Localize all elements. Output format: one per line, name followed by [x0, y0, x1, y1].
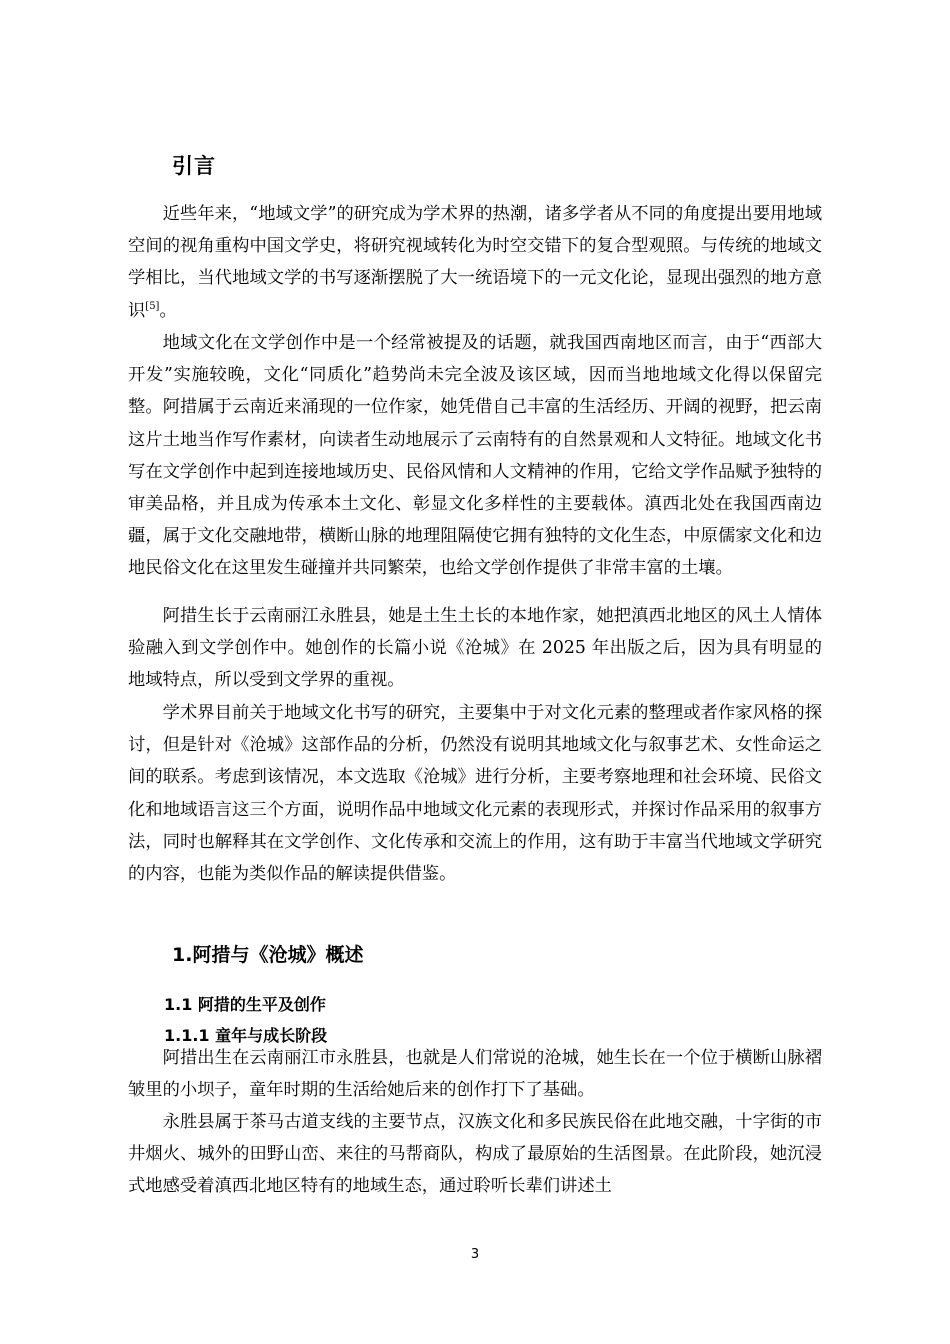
- intro-paragraph-2: 地域文化在文学创作中是一个经常被提及的话题，就我国西南地区而言，由于“西部大开发”实施较晚，文化“同质化”趋势尚未完全波及该区域，因而当地地域文化得以保留完整。阿措属于云南近来涌现的一位作家，她凭借自己丰富的生活经历、开阔的视野，把云南这片土地当作写作素材，向读者生动地展示了云南特有的自然景观和人文特征。地域文化书写在文学创作中起到连接地域历史、民俗风情和人文精神的作用，它给文学作品赋予独特的审美品格，并且成为传承本土文化、彰显文化多样性的主要载体。滇西北处在我国西南边疆，属于文化交融地带，横断山脉的地理阻隔使它拥有独特的文化生态，中原儒家文化和边地民俗文化在这里发生碰撞并共同繁荣，也给文学创作提供了非常丰富的土壤。: [128, 333, 822, 579]
- section-1-paragraph-2: 永胜县属于茶马古道支线的主要节点，汉族文化和多民族民俗在此地交融，十字街的市井烟火、城外的田野山峦、来往的马帮商队，构成了最原始的生活图景。在此阶段，她沉浸式地感受着滇西北地区特有的地域生态，通过聆听长辈们讲述土: [128, 1112, 822, 1197]
- section-1-paragraph-1: 阿措出生在云南丽江市永胜县，也就是人们常说的沧城，她生长在一个位于横断山脉褶皱里的小坝子，童年时期的生活给她后来的创作打下了基础。: [128, 1048, 822, 1101]
- intro-paragraph-1: [128, 198, 822, 327]
- section-1-heading: 1.阿措与《沧城》概述: [172, 944, 364, 966]
- intro-paragraph-1-end: 。: [159, 300, 177, 321]
- page-number: 3: [470, 1247, 480, 1262]
- citation-ref: [5]: [145, 300, 160, 312]
- intro-paragraph-1-text: 近些年来，“地域文学”的研究成为学术界的热潮，诸多学者从不同的角度提出要用地域空间的视角重构中国文学史，将研究视域转化为时空交错下的复合型观照。与传统的地域文学相比，当代地域文学的书写逐渐摆脱了大一统语境下的一元文化论，显现出强烈的地方意识: [128, 204, 822, 321]
- subsection-1-1-1-heading: 1.1.1 童年与成长阶段: [164, 1026, 328, 1045]
- intro-paragraph-4: 学术界目前关于地域文化书写的研究，主要集中于对文化元素的整理或者作家风格的探讨，但是针对《沧城》这部作品的分析，仍然没有说明其地域文化与叙事艺术、女性命运之间的联系。考虑到该情况，本文选取《沧城》进行分析，主要考察地理和社会环境、民俗文化和地域语言这三个方面，说明作品中地域文化元素的表现形式，并探讨作品采用的叙事方法，同时也解释其在文学创作、文化传承和交流上的作用，这有助于丰富当代地域文学研究的内容，也能为类似作品的解读提供借鉴。: [128, 703, 822, 885]
- subsection-1-1-heading: 1.1 阿措的生平及创作: [164, 995, 326, 1014]
- intro-paragraph-3: 阿措生长于云南丽江永胜县，她是土生土长的本地作家，她把滇西北地区的风土人情体验融入到文学创作中。她创作的长篇小说《沧城》在 2025 年出版之后，因为具有明显的地域特点，所以受到文学界的重视。: [128, 606, 822, 691]
- intro-heading: 引言: [172, 154, 216, 178]
